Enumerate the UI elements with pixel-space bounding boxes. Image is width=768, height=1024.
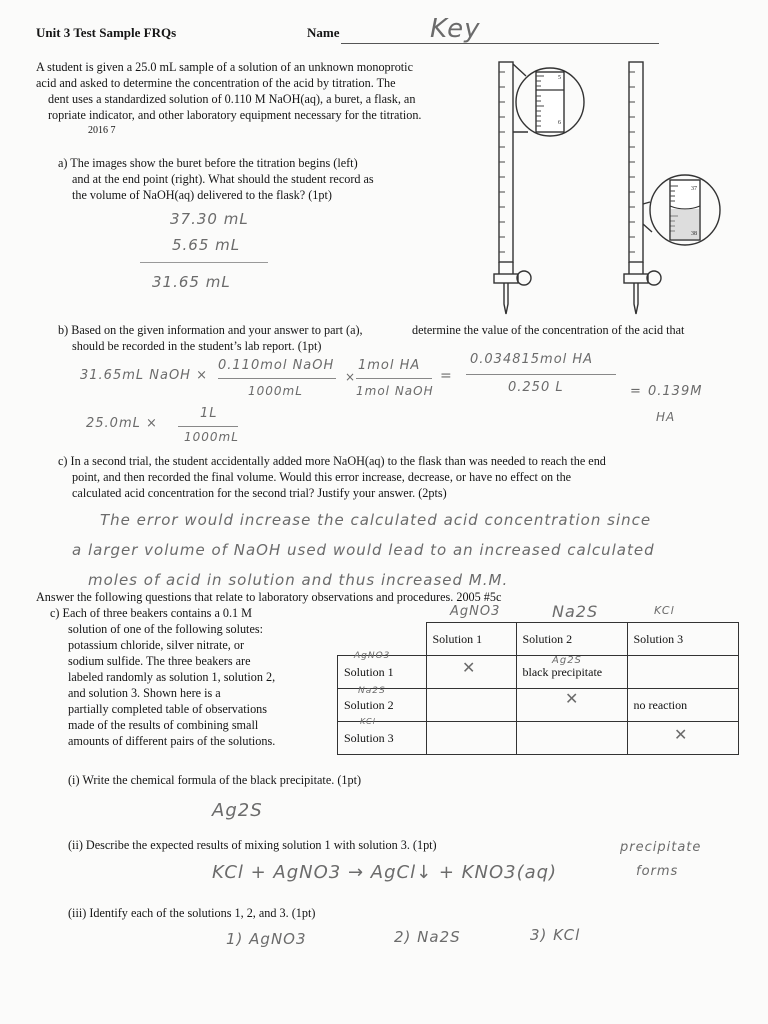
- intro-line-1: A student is given a 25.0 mL sample of a solution of an unknown monoprotic: [36, 60, 413, 74]
- question-c1-line-2: point, and then recorded the final volume. Would this error increase, decrease, or have no effect on the: [72, 470, 572, 484]
- worksheet-title: Unit 3 Test Sample FRQs: [36, 25, 177, 40]
- table-cell: [426, 722, 516, 755]
- table-cell: [627, 656, 738, 689]
- answer-ii-note-2: forms: [636, 864, 679, 879]
- question-b-line-1a: b) Based on the given information and your answer to part (a),: [58, 323, 363, 337]
- answer-b-equals: =: [440, 368, 453, 384]
- answer-i: Ag2S: [212, 800, 263, 821]
- answer-b-moles-bar: [466, 374, 616, 375]
- part2-c-line-1: c) Each of three beakers contains a 0.1 M: [50, 606, 253, 620]
- part2-c-line-6: and solution 3. Shown here is a: [68, 686, 221, 700]
- intro-line-3: dent uses a standardized solution of 0.110 M NaOH(aq), a buret, a flask, an: [48, 92, 416, 106]
- svg-text:38: 38: [691, 231, 697, 237]
- question-a-line-3: the volume of NaOH(aq) delivered to the flask? (1pt): [72, 188, 332, 202]
- table-cell: black precipitate: [516, 656, 627, 689]
- answer-iii-2: 2) Na2S: [394, 928, 461, 946]
- x-mark-1-1: ✕: [462, 658, 477, 677]
- name-label: Name: [307, 25, 340, 40]
- answer-iii-1: 1) AgNO3: [226, 930, 307, 948]
- answer-iii-3: 3) KCl: [530, 926, 581, 944]
- intro-source: 2016 7: [88, 125, 116, 136]
- answer-a-subtract-line: [140, 262, 268, 263]
- answer-b-factor1-den: 1000mL: [248, 384, 303, 398]
- svg-text:5: 5: [558, 75, 561, 81]
- answer-ii-note-1: precipitate: [620, 840, 702, 855]
- x-mark-2-2: ✕: [565, 689, 580, 708]
- note-black-ag2s: Ag2S: [552, 655, 582, 666]
- table-header-cell: Solution 3: [627, 623, 738, 656]
- answer-b-result-unit: HA: [656, 410, 676, 424]
- answer-b-moles-num: 0.034815mol HA: [470, 352, 594, 367]
- part2-intro: Answer the following questions that relate to laboratory observations and procedures. 2005 #5c: [36, 590, 502, 604]
- answer-ii: KCl + AgNO3 → AgCl↓ + KNO3(aq): [212, 862, 558, 883]
- table-cell: [516, 722, 627, 755]
- part2-c-line-7: partially completed table of observations: [68, 702, 267, 716]
- svg-text:6: 6: [558, 120, 561, 126]
- question-c1-line-3: calculated acid concentration for the second trial? Justify your answer. (2pts): [72, 486, 447, 500]
- name-line: [341, 43, 659, 44]
- answer-c1-line-1: The error would increase the calculated acid concentration since: [100, 511, 652, 529]
- answer-b-factor4-num: 1L: [200, 406, 218, 421]
- answer-b-volume: 31.65mL NaOH ×: [80, 368, 208, 383]
- answer-b-factor1-num: 0.110mol NaOH: [218, 358, 335, 373]
- note-row1-agno3: AgNO3: [354, 651, 391, 661]
- question-iii: (iii) Identify each of the solutions 1, 2, and 3. (1pt): [68, 906, 316, 920]
- question-b-line-1b: determine the value of the concentration of the acid that: [412, 323, 685, 337]
- question-i: (i) Write the chemical formula of the black precipitate. (1pt): [68, 773, 362, 787]
- answer-b-sample-volume: 25.0mL ×: [86, 416, 158, 431]
- note-col3-kcl: KCl: [654, 604, 675, 617]
- table-row: [338, 656, 739, 689]
- note-row2-na2s: Na2S: [358, 686, 386, 696]
- answer-b-factor2-bar: [356, 378, 432, 379]
- table-header-row: [338, 623, 739, 656]
- part2-c-line-2: solution of one of the following solutes:: [68, 622, 263, 636]
- part2-c-line-3: potassium chloride, silver nitrate, or: [68, 638, 244, 652]
- table-row: [338, 689, 739, 722]
- x-mark-3-3: ✕: [674, 725, 689, 744]
- answer-b-factor4-bar: [178, 426, 238, 427]
- svg-text:37: 37: [691, 186, 697, 192]
- intro-line-4: ropriate indicator, and other laboratory equipment necessary for the titration.: [48, 108, 422, 122]
- intro-line-2: acid and asked to determine the concentration of the acid by titration. The: [36, 76, 396, 90]
- answer-b-factor1-bar: [218, 378, 336, 379]
- question-c1-line-1: c) In a second trial, the student accidentally added more NaOH(aq) to the flask than was needed to reach the end: [58, 454, 606, 468]
- answer-b-result: 0.139M: [648, 384, 703, 399]
- answer-a-initial-volume: 5.65 mL: [172, 236, 241, 254]
- table-row-label: Solution 3: [338, 722, 427, 755]
- note-col2-na2s: Na2S: [552, 602, 599, 621]
- answer-c1-line-2: a larger volume of NaOH used would lead to an increased calculated: [72, 541, 655, 559]
- answer-b-factor2-den: 1mol NaOH: [356, 384, 434, 398]
- answer-a-final-volume: 37.30 mL: [170, 210, 249, 228]
- answer-c1-line-3: moles of acid in solution and thus increased M.M.: [88, 571, 509, 589]
- question-ii: (ii) Describe the expected results of mixing solution 1 with solution 3. (1pt): [68, 838, 437, 852]
- note-row3-kcl: KCl: [360, 717, 376, 726]
- answer-b-equals-2: =: [630, 384, 642, 399]
- part2-c-line-4: sodium sulfide. The three beakers are: [68, 654, 251, 668]
- answer-b-volume-den: 0.250 L: [508, 380, 564, 395]
- question-a-line-2: and at the end point (right). What should the student record as: [72, 172, 374, 186]
- answer-b-factor4-den: 1000mL: [184, 430, 239, 444]
- table-row-label: Solution 1: [338, 656, 427, 689]
- answer-a-delivered-volume: 31.65 mL: [152, 273, 231, 291]
- table-row-label: Solution 2: [338, 689, 427, 722]
- answer-b-times: ×: [345, 370, 357, 384]
- table-cell: [426, 689, 516, 722]
- table-header-cell: Solution 2: [516, 623, 627, 656]
- question-b-line-2: should be recorded in the student’s lab report. (1pt): [72, 339, 322, 353]
- table-header-cell: Solution 1: [426, 623, 516, 656]
- buret-illustration: [478, 52, 738, 322]
- answer-b-factor2-num: 1mol HA: [358, 358, 421, 373]
- name-value: Key: [430, 14, 481, 44]
- table-cell: no reaction: [627, 689, 738, 722]
- part2-c-line-9: amounts of different pairs of the solutions.: [68, 734, 276, 748]
- note-col1-agno3: AgNO3: [450, 604, 501, 619]
- part2-c-line-8: made of the results of combining small: [68, 718, 259, 732]
- part2-c-line-5: labeled randomly as solution 1, solution 2,: [68, 670, 276, 684]
- question-a-line-1: a) The images show the buret before the titration begins (left): [58, 156, 358, 170]
